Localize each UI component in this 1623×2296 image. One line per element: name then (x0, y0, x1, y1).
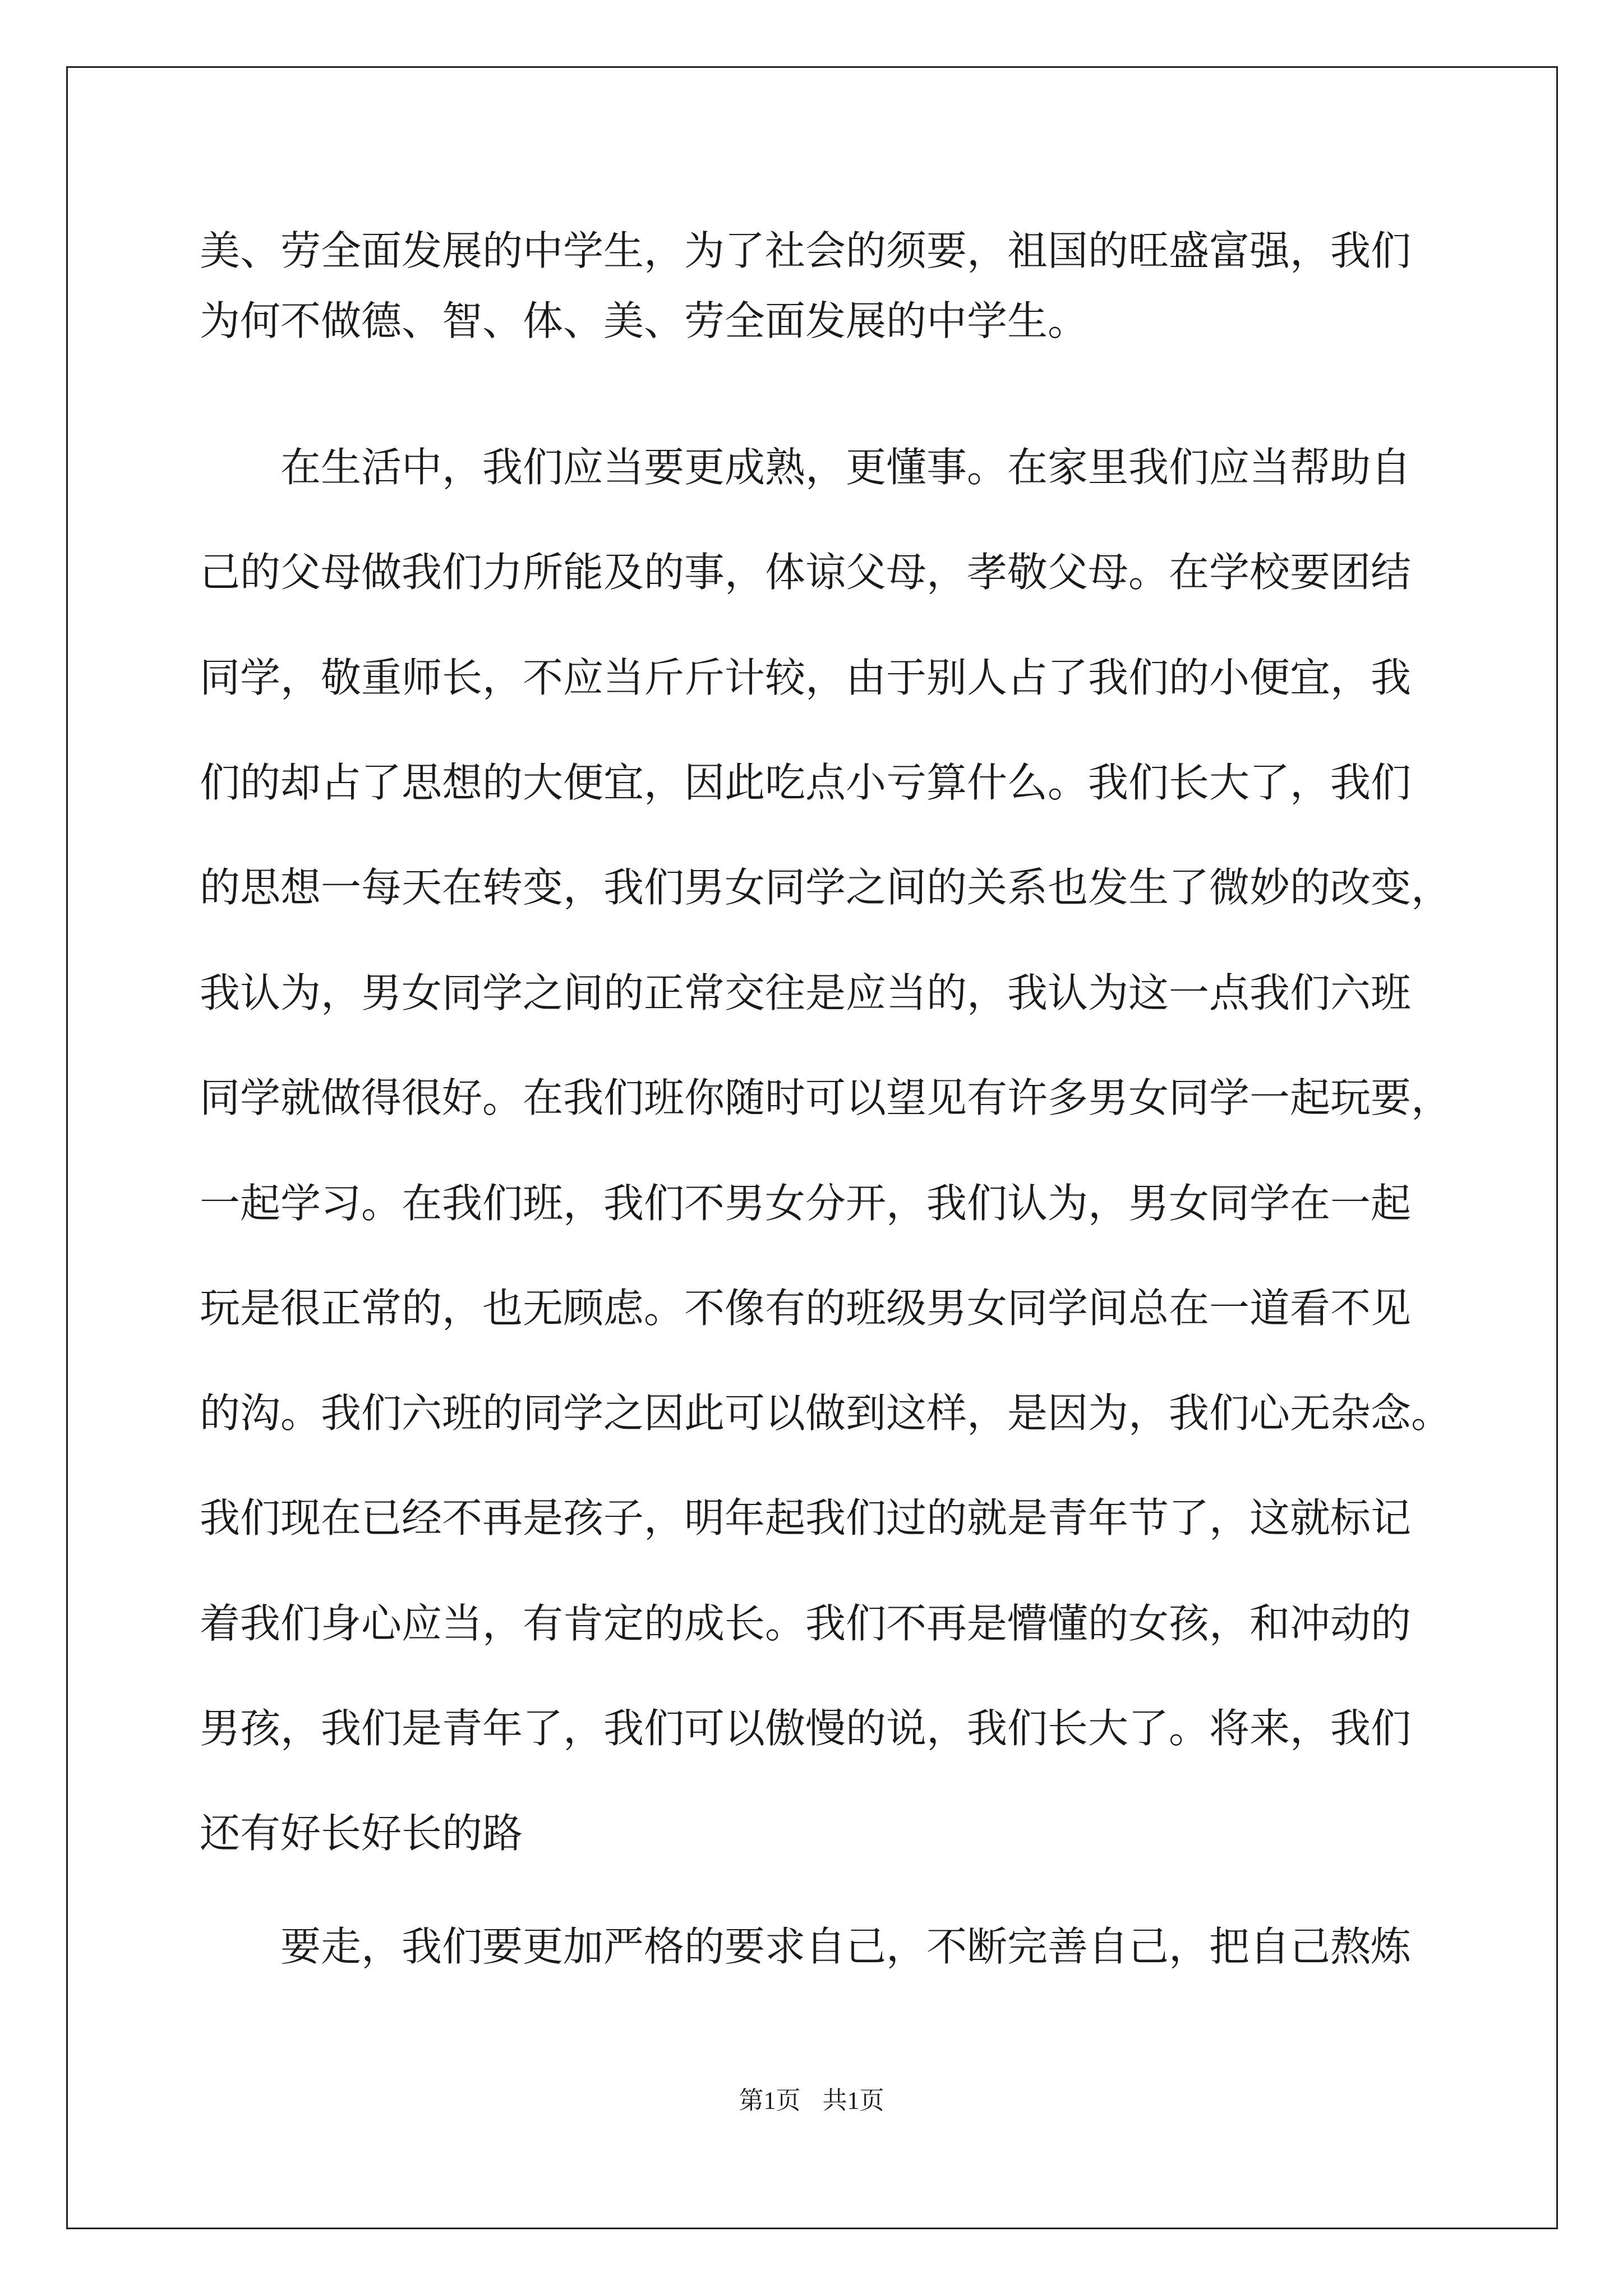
text-line: 同学就做得很好。在我们班你随时可以望见有许多男女同学一起玩要， (200, 1074, 1452, 1121)
text-line: 我们现在已经不再是孩子，明年起我们过的就是青年节了，这就标记 (200, 1494, 1412, 1542)
paragraph-start-line: 要走，我们要更加严格的要求自己，不断完善自己，把自己熬炼 (280, 1923, 1412, 1970)
page-number-total: 共1页 (822, 2087, 884, 2114)
text-line: 男孩，我们是青年了，我们可以傲慢的说，我们长大了。将来，我们 (200, 1705, 1412, 1752)
text-line: 美、劳全面发展的中学生，为了社会的须要，祖国的旺盛富强，我们 (200, 227, 1412, 274)
text-line: 的沟。我们六班的同学之因此可以做到这样，是因为，我们心无杂念。 (200, 1389, 1452, 1437)
text-line: 一起学习。在我们班，我们不男女分开，我们认为，男女同学在一起 (200, 1180, 1412, 1227)
text-line: 们的却占了思想的大便宜，因此吃点小亏算什么。我们长大了，我们 (200, 759, 1412, 806)
page-footer (0, 2084, 1623, 2118)
text-line: 着我们身心应当，有肯定的成长。我们不再是懵懂的女孩，和冲动的 (200, 1600, 1412, 1647)
text-line: 玩是很正常的，也无顾虑。不像有的班级男女同学间总在一道看不见 (200, 1285, 1412, 1332)
text-line: 同学，敬重师长，不应当斤斤计较，由于别人占了我们的小便宜，我 (200, 654, 1412, 701)
paragraph-start-line: 在生活中，我们应当要更成熟，更懂事。在家里我们应当帮助自 (280, 444, 1412, 491)
text-line: 己的父母做我们力所能及的事，体谅父母，孝敬父母。在学校要团结 (200, 549, 1412, 596)
text-line: 还有好长好长的路 (200, 1810, 523, 1857)
text-line: 的思想一每天在转变，我们男女同学之间的关系也发生了微妙的改变， (200, 864, 1452, 911)
page-number-current: 第1页 (739, 2087, 801, 2114)
text-line: 我认为，男女同学之间的正常交往是应当的，我认为这一点我们六班 (200, 969, 1412, 1016)
page-border (66, 66, 1558, 2229)
text-line: 为何不做德、智、体、美、劳全面发展的中学生。 (200, 297, 1089, 344)
